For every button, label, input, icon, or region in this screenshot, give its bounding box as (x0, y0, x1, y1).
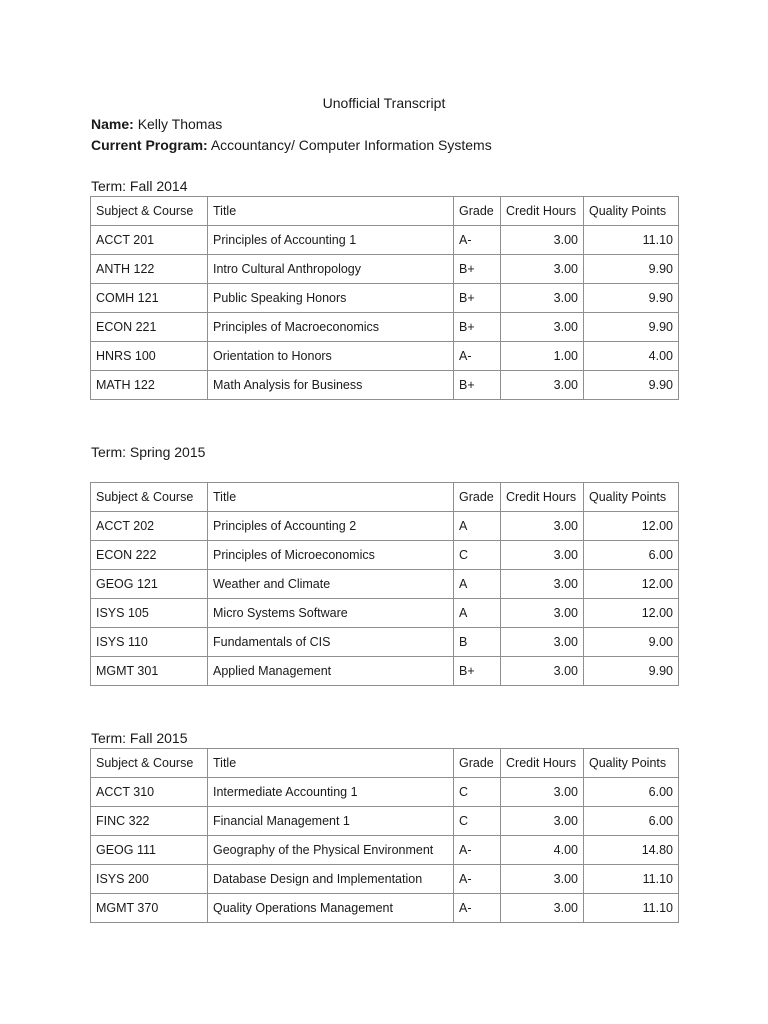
course-subject-cell: ACCT 202 (91, 512, 208, 541)
credit-hours-cell: 3.00 (501, 313, 584, 342)
student-name-line (91, 115, 222, 133)
course-grade-cell: C (454, 778, 501, 807)
program-label: Current Program: (91, 137, 208, 153)
course-subject-cell: ECON 221 (91, 313, 208, 342)
course-subject-cell: ECON 222 (91, 541, 208, 570)
table-row (91, 778, 679, 807)
table-row (91, 894, 679, 923)
column-header-subject: Subject & Course (91, 749, 208, 778)
course-title-cell: Geography of the Physical Environment (208, 836, 454, 865)
course-subject-cell: ACCT 310 (91, 778, 208, 807)
credit-hours-cell: 3.00 (501, 255, 584, 284)
column-header-credit-hours: Credit Hours (501, 483, 584, 512)
table-row (91, 570, 679, 599)
course-title-cell: Principles of Microeconomics (208, 541, 454, 570)
quality-points-cell: 9.90 (584, 313, 679, 342)
program-name: Accountancy/ Computer Information Systems (210, 137, 492, 153)
table-row (91, 313, 679, 342)
quality-points-cell: 9.90 (584, 284, 679, 313)
course-title-cell: Applied Management (208, 657, 454, 686)
table-row (91, 865, 679, 894)
column-header-quality-points: Quality Points (584, 197, 679, 226)
course-grade-cell: C (454, 807, 501, 836)
course-table-spring-2015 (90, 482, 679, 686)
course-title-cell: Quality Operations Management (208, 894, 454, 923)
term-heading-fall-2015: Term: Fall 2015 (91, 730, 188, 746)
course-title-cell: Principles of Macroeconomics (208, 313, 454, 342)
column-header-subject: Subject & Course (91, 483, 208, 512)
table-row (91, 255, 679, 284)
course-title-cell: Fundamentals of CIS (208, 628, 454, 657)
course-subject-cell: MATH 122 (91, 371, 208, 400)
course-subject-cell: FINC 322 (91, 807, 208, 836)
course-subject-cell: GEOG 121 (91, 570, 208, 599)
credit-hours-cell: 3.00 (501, 226, 584, 255)
course-grade-cell: A (454, 570, 501, 599)
credit-hours-cell: 3.00 (501, 599, 584, 628)
column-header-quality-points: Quality Points (584, 483, 679, 512)
course-title-cell: Intermediate Accounting 1 (208, 778, 454, 807)
quality-points-cell: 11.10 (584, 865, 679, 894)
credit-hours-cell: 3.00 (501, 628, 584, 657)
course-grade-cell: B+ (454, 657, 501, 686)
table-header-row (91, 749, 679, 778)
table-row (91, 284, 679, 313)
table-header-row (91, 483, 679, 512)
credit-hours-cell: 1.00 (501, 342, 584, 371)
quality-points-cell: 11.10 (584, 894, 679, 923)
table-header-row (91, 197, 679, 226)
credit-hours-cell: 3.00 (501, 284, 584, 313)
table-row (91, 836, 679, 865)
credit-hours-cell: 3.00 (501, 371, 584, 400)
course-table-fall-2014 (90, 196, 679, 400)
column-header-title: Title (208, 749, 454, 778)
page-title: Unofficial Transcript (322, 95, 446, 111)
course-subject-cell: MGMT 370 (91, 894, 208, 923)
course-title-cell: Principles of Accounting 2 (208, 512, 454, 541)
credit-hours-cell: 3.00 (501, 541, 584, 570)
quality-points-cell: 4.00 (584, 342, 679, 371)
course-subject-cell: ACCT 201 (91, 226, 208, 255)
column-header-grade: Grade (454, 197, 501, 226)
table-row (91, 226, 679, 255)
column-header-title: Title (208, 197, 454, 226)
column-header-subject: Subject & Course (91, 197, 208, 226)
current-program-line (91, 136, 492, 154)
term-heading-fall-2014: Term: Fall 2014 (91, 178, 188, 194)
course-grade-cell: A- (454, 342, 501, 371)
table-row (91, 541, 679, 570)
quality-points-cell: 6.00 (584, 807, 679, 836)
quality-points-cell: 9.90 (584, 371, 679, 400)
credit-hours-cell: 4.00 (501, 836, 584, 865)
course-grade-cell: A (454, 599, 501, 628)
quality-points-cell: 9.90 (584, 657, 679, 686)
credit-hours-cell: 3.00 (501, 512, 584, 541)
course-grade-cell: B+ (454, 284, 501, 313)
course-subject-cell: ISYS 110 (91, 628, 208, 657)
course-title-cell: Intro Cultural Anthropology (208, 255, 454, 284)
course-grade-cell: A- (454, 894, 501, 923)
quality-points-cell: 11.10 (584, 226, 679, 255)
name-label: Name: (91, 116, 134, 132)
course-title-cell: Financial Management 1 (208, 807, 454, 836)
student-name: Kelly Thomas (137, 116, 223, 132)
course-grade-cell: A- (454, 226, 501, 255)
column-header-credit-hours: Credit Hours (501, 749, 584, 778)
course-title-cell: Weather and Climate (208, 570, 454, 599)
course-grade-cell: B (454, 628, 501, 657)
credit-hours-cell: 3.00 (501, 807, 584, 836)
course-grade-cell: A- (454, 836, 501, 865)
credit-hours-cell: 3.00 (501, 865, 584, 894)
column-header-quality-points: Quality Points (584, 749, 679, 778)
quality-points-cell: 6.00 (584, 778, 679, 807)
column-header-credit-hours: Credit Hours (501, 197, 584, 226)
table-row (91, 342, 679, 371)
course-subject-cell: HNRS 100 (91, 342, 208, 371)
course-subject-cell: GEOG 111 (91, 836, 208, 865)
table-row (91, 807, 679, 836)
course-grade-cell: A- (454, 865, 501, 894)
course-grade-cell: B+ (454, 371, 501, 400)
table-row (91, 599, 679, 628)
course-title-cell: Database Design and Implementation (208, 865, 454, 894)
course-grade-cell: A (454, 512, 501, 541)
course-title-cell: Orientation to Honors (208, 342, 454, 371)
course-grade-cell: B+ (454, 255, 501, 284)
credit-hours-cell: 3.00 (501, 778, 584, 807)
quality-points-cell: 6.00 (584, 541, 679, 570)
course-table-fall-2015 (90, 748, 679, 923)
course-grade-cell: B+ (454, 313, 501, 342)
table-row (91, 512, 679, 541)
table-row (91, 371, 679, 400)
quality-points-cell: 12.00 (584, 599, 679, 628)
term-heading-spring-2015: Term: Spring 2015 (91, 444, 206, 460)
column-header-grade: Grade (454, 483, 501, 512)
course-subject-cell: MGMT 301 (91, 657, 208, 686)
credit-hours-cell: 3.00 (501, 894, 584, 923)
quality-points-cell: 9.00 (584, 628, 679, 657)
course-title-cell: Math Analysis for Business (208, 371, 454, 400)
course-subject-cell: ISYS 200 (91, 865, 208, 894)
course-subject-cell: COMH 121 (91, 284, 208, 313)
course-title-cell: Micro Systems Software (208, 599, 454, 628)
table-row (91, 628, 679, 657)
quality-points-cell: 14.80 (584, 836, 679, 865)
course-title-cell: Principles of Accounting 1 (208, 226, 454, 255)
column-header-title: Title (208, 483, 454, 512)
quality-points-cell: 12.00 (584, 512, 679, 541)
course-subject-cell: ISYS 105 (91, 599, 208, 628)
quality-points-cell: 12.00 (584, 570, 679, 599)
course-grade-cell: C (454, 541, 501, 570)
course-title-cell: Public Speaking Honors (208, 284, 454, 313)
course-subject-cell: ANTH 122 (91, 255, 208, 284)
credit-hours-cell: 3.00 (501, 657, 584, 686)
column-header-grade: Grade (454, 749, 501, 778)
credit-hours-cell: 3.00 (501, 570, 584, 599)
quality-points-cell: 9.90 (584, 255, 679, 284)
table-row (91, 657, 679, 686)
